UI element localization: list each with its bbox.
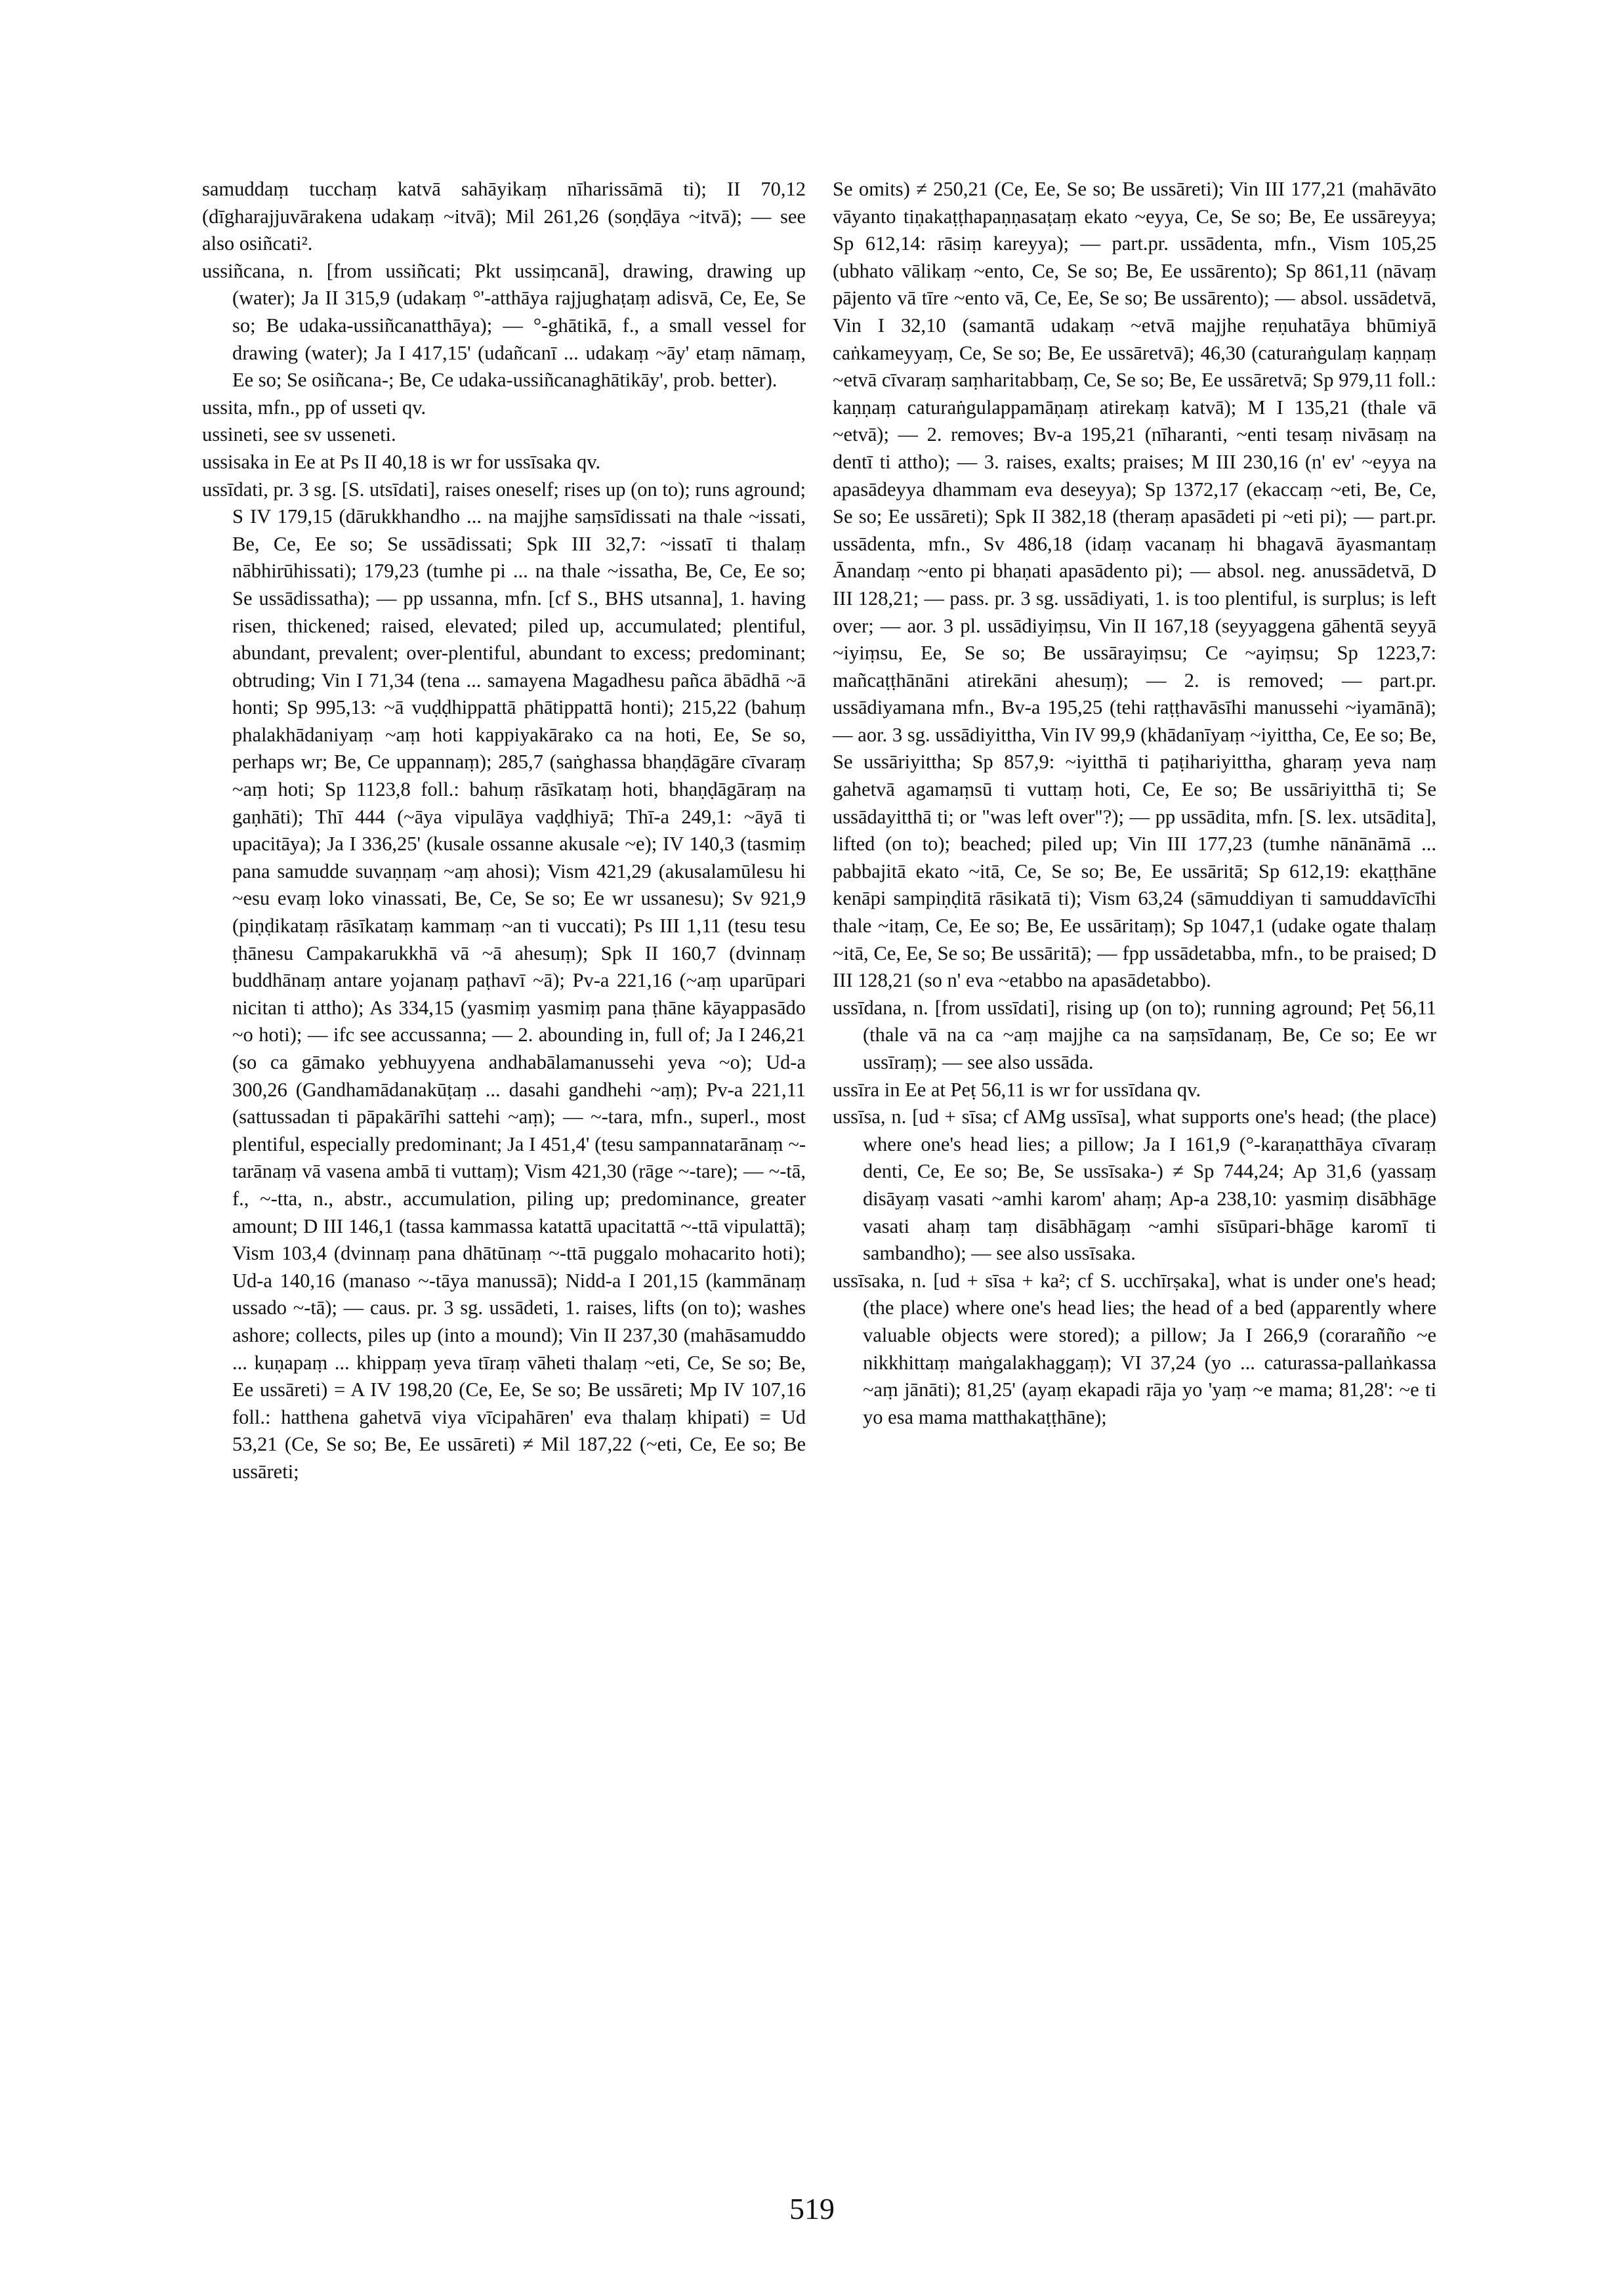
- entry-ussidati: ussīdati, pr. 3 sg. [S. utsīdati], raises oneself; rises up (on to); runs aground; S IV 179,15 (dārukkhandho ... na majjhe saṃsīdissati na thale ~issati, Be, Ce, Ee so; Se ussādissati; Spk III 32,7: ~issatī ti thalaṃ nābhirūhissati); 179,23 (tumhe pi ... na thale ~issatha, Be, Ce, Ee so; Se ussādissatha); — pp ussanna, mfn. [cf S., BHS utsanna], 1. having risen, thickened; raised, elevated; piled up, accumulated; plentiful, abundant, prevalent; over-plentiful, abundant to excess; predominant; obtruding; Vin I 71,34 (tena ... samayena Magadhesu pañca ābādhā ~ā honti; Sp 995,13: ~ā vuḍḍhippattā phātippattā honti); 215,22 (bahuṃ phalakhādaniyaṃ ~aṃ hoti kappiyakārako ca na hoti, Ee, Se so, perhaps wr; Be, Ce uppannaṃ); 285,7 (saṅghassa bhaṇḍāgāre cīvaraṃ ~aṃ hoti; Sp 1123,8 foll.: bahuṃ rāsīkataṃ hoti, bhaṇḍāgāraṃ na gaṇhāti); Thī 444 (~āya vipulāya vaḍḍhiyā; Thī-a 249,1: ~āyā ti upacitāya); Ja I 336,25' (kusale ossanne akusale ~e); IV 140,3 (tasmiṃ pana samudde suvaṇṇaṃ ~aṃ ahosi); Vism 421,29 (akusalamūlesu hi ~esu evaṃ loko vinassati, Be, Ce, Se so; Ee wr ussanesu); Sv 921,9 (piṇḍikataṃ rāsīkataṃ kammaṃ ~an ti vuccati); Ps III 1,11 (tesu tesu ṭhānesu Campakarukkhā vā ~ā ahesuṃ); Spk II 160,7 (dvinnaṃ buddhānaṃ antare yojanaṃ paṭhavī ~ā); Pv-a 221,16 (~aṃ uparūpari nicitan ti attho); As 334,15 (yasmiṃ yasmiṃ pana ṭhāne kāyappasādo ~o hoti); — ifc see accussanna; — 2. abounding in, full of; Ja I 246,21 (so ca gāmako yebhuyyena andhabālamanussehi yeva ~o); Ud-a 300,26 (Gandhamādanakūṭaṃ ... dasahi gandhehi ~aṃ); Pv-a 221,11 (sattussadan ti pāpakārīhi sattehi ~aṃ); — ~-tara, mfn., superl., most plentiful, especially predominant; Ja I 451,4' (tesu sampannatarānaṃ ~-tarānaṃ vā vasena ambā ti vuttaṃ); Vism 421,30 (rāge ~-tare); — ~-tā, f., ~-tta, n., abstr., accumulation, piling up; predominance, greater amount; D III 146,1 (tassa kammassa katattā upacitattā ~-ttā vipulattā); Vism 103,4 (dvinnaṃ pana dhātūnaṃ ~-ttā puggalo mohacarito hoti); Ud-a 140,16 (manaso ~-tāya manussā); Nidd-a I 201,15 (kammānaṃ ussado ~-tā); — caus. pr. 3 sg. ussādeti, 1. raises, lifts (on to); washes ashore; collects, piles up (into a mound); Vin II 237,30 (mahāsamuddo ... kuṇapaṃ ... khippaṃ yeva tīraṃ vāheti thalaṃ ~eti, Ce, Se so; Be, Ee ussāreti) = A IV 198,20 (Ce, Ee, Se so; Be ussāreti; Mp IV 107,16 foll.: hatthena gahetvā viya vīcipahāren' eva thalaṃ khipati) = Ud 53,21 (Ce, Se so; Be, Ee ussāreti) ≠ Mil 187,22 (~eti, Ce, Ee so; Be ussāreti;: [202, 478, 806, 1483]
- entry-ussineti: ussineti, see sv usseneti.: [202, 423, 396, 446]
- entry-ussira: ussīra in Ee at Peṭ 56,11 is wr for ussīdana qv.: [833, 1078, 1201, 1101]
- left-column: [202, 176, 806, 1486]
- page-number: 519: [789, 2192, 835, 2225]
- entry-ussidana: ussīdana, n. [from ussīdati], rising up (on to); running aground; Peṭ 56,11 (thale vā na ca ~aṃ majjhe ca na saṃsīdanaṃ, Be, Ce so; Ee wr ussīraṃ); — see also ussāda.: [833, 996, 1436, 1073]
- entry-continuation: samuddaṃ tucchaṃ katvā sahāyikaṃ nīharissāmā ti); II 70,12 (dīgharajjuvārakena udakaṃ ~itvā); Mil 261,26 (soṇḍāya ~itvā); — see also osiñcati².: [202, 178, 806, 255]
- entry-continuation: Se omits) ≠ 250,21 (Ce, Ee, Se so; Be ussāreti); Vin III 177,21 (mahāvāto vāyanto tiṇakaṭṭhapaṇṇasaṭaṃ ekato ~eyya, Ce, Se so; Be, Ee ussāreyya; Sp 612,14: rāsiṃ kareyya); — part.pr. ussādenta, mfn., Vism 105,25 (ubhato vālikaṃ ~ento, Ce, Se so; Be, Ee ussārento); Sp 861,11 (nāvaṃ pājento vā tīre ~ento vā, Ce, Ee, Se so; Be ussārento); — absol. ussādetvā, Vin I 32,10 (samantā udakaṃ ~etvā majjhe reṇuhatāya bhūmiyā caṅkameyyaṃ, Ce, Se so; Be, Ee ussāretvā); 46,30 (caturaṅgulaṃ kaṇṇaṃ ~etvā cīvaraṃ saṃharitabbaṃ, Ce, Se so; Be, Ee ussāretvā; Sp 979,11 foll.: kaṇṇaṃ caturaṅgulappamāṇaṃ atirekaṃ katvā); M I 135,21 (thale vā ~etvā); — 2. removes; Bv-a 195,21 (nīharanti, ~enti tesaṃ nivāsaṃ na dentī ti attho); — 3. raises, exalts; praises; M III 230,16 (n' ev' ~eyya na apasādeyya dhammam eva deseyya); Sp 1372,17 (ekaccaṃ ~eti, Be, Ce, Se so; Ee ussāreti); Spk II 382,18 (theraṃ apasādeti pi ~eti pi); — part.pr. ussādenta, mfn., Sv 486,18 (idaṃ vacanaṃ hi bhagavā āyasmantaṃ Ānandaṃ ~ento pi bhaṇati apasādento pi); — absol. neg. anussādetvā, D III 128,21; — pass. pr. 3 sg. ussādiyati, 1. is too plentiful, is surplus; is left over; — aor. 3 pl. ussādiyiṃsu, Vin II 167,18 (seyyaggena gāhentā seyyā ~iyiṃsu, Ee, Se so; Be ussārayiṃsu; Ce ~ayiṃsu; Sp 1223,7: mañcaṭṭhānāni atirekāni ahesuṃ); — 2. is removed; — part.pr. ussādiyamana mfn., Bv-a 195,25 (tehi raṭṭhavāsīhi manussehi ~iyamānā); — aor. 3 sg. ussādiyittha, Vin IV 99,9 (khādanīyaṃ ~iyittha, Ce, Ee so; Be, Se ussāriyittha; Sp 857,9: ~iyitthā ti paṭihariyittha, gharaṃ yeva naṃ gahetvā agamaṃsū ti vuttaṃ hoti, Ce, Ee so; Be ussāriyitthā ti; Se ussādayitthā ti; or "was left over"?); — pp ussādita, mfn. [S. lex. utsādita], lifted (on to); beached; piled up; Vin III 177,23 (tumhe nānānāmā ... pabbajitā ekato ~itā, Ce, Se so; Be, Ee ussāritā; Sp 612,19: ekaṭṭhāne kenāpi sampiṇḍitā rāsikatā ti); Vism 63,24 (sāmuddiyan ti samuddavīcīhi thale ~itaṃ, Ce, Ee so; Be, Ee ussāritaṃ); Sp 1047,1 (udake ogate thalaṃ ~itā, Ce, Ee, Se so; Be ussāritā); — fpp ussādetabba, mfn., to be praised; D III 128,21 (so n' eva ~etabbo na apasādetabbo).: [833, 178, 1436, 992]
- entry-ussisa: ussīsa, n. [ud + sīsa; cf AMg ussīsa], what supports one's head; (the place) where one's head lies; a pillow; Ja I 161,9 (°-karaṇatthāya cīvaraṃ denti, Ce, Ee so; Be, Se ussīsaka-) ≠ Sp 744,24; Ap 31,6 (yassaṃ disāyaṃ vasati ~amhi karom' ahaṃ; Ap-a 238,10: yasmiṃ disābhāge vasati ahaṃ taṃ disābhāgaṃ ~amhi sīsūpari-bhāge karomī ti sambandho); — see also ussīsaka.: [833, 1106, 1436, 1265]
- right-column: [833, 176, 1436, 1431]
- entry-ussisaka: ussīsaka, n. [ud + sīsa + ka²; cf S. ucchīrṣaka], what is under one's head; (the place) where one's head lies; the head of a bed (apparently where valuable objects were stored); a pillow; Ja I 266,9 (corarañño ~e nikkhittaṃ maṅgalakhaggaṃ); VI 37,24 (yo ... caturassa-pallaṅkassa ~aṃ jānāti); 81,25' (ayaṃ ekapadi rāja yo 'yaṃ ~e mama; 81,28': ~e ti yo esa mama matthakaṭṭhāne);: [833, 1269, 1436, 1428]
- entry-ussincana: ussiñcana, n. [from ussiñcati; Pkt ussiṃcanā], drawing, drawing up (water); Ja II 315,9 (udakaṃ °'-atthāya rajjughaṭaṃ adisvā, Ce, Ee, Se so; Be udaka-ussiñcanatthāya); — °-ghātikā, f., a small vessel for drawing (water); Ja I 417,15' (udañcanī ... udakaṃ ~āy' etaṃ nāmaṃ, Ee so; Se osiñcana-; Be, Ce udaka-ussiñcanaghātikāy', prob. better).: [202, 259, 806, 392]
- entry-ussisaka-ee: ussisaka in Ee at Ps II 40,18 is wr for ussīsaka qv.: [202, 450, 601, 473]
- entry-ussita: ussita, mfn., pp of usseti qv.: [202, 396, 427, 419]
